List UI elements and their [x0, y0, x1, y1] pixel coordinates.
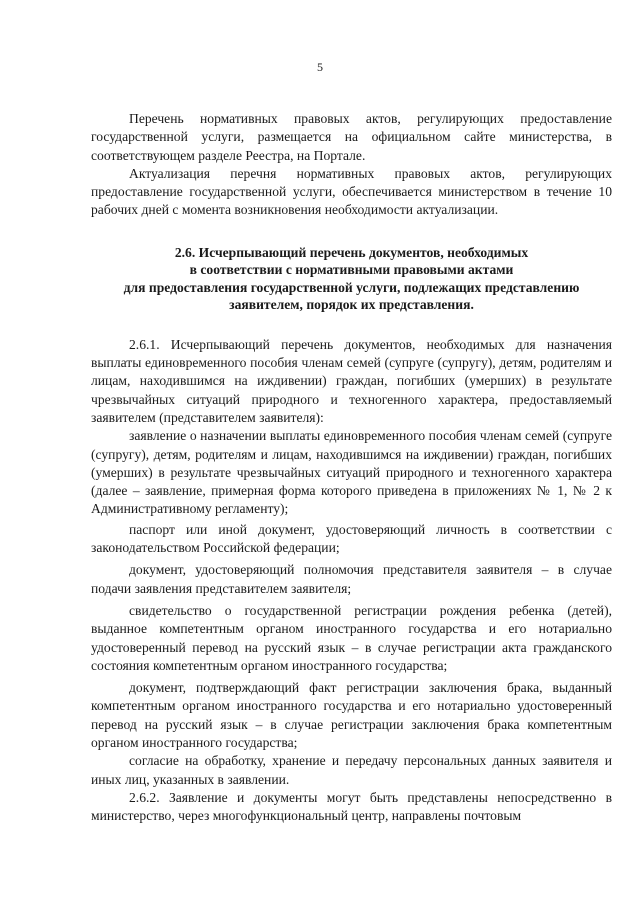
section-heading-line: в соответствии с нормативными правовыми актами [189, 262, 514, 278]
document-body [91, 110, 612, 826]
list-item-power-of-attorney: документ, удостоверяющий полномочия представителя заявителя – в случае подачи заявления представителем заявителя; [91, 562, 612, 596]
list-item-birth-certificate: свидетельство о государственной регистрации рождения ребенка (детей), выданное компетентным органом иностранного государства и его нотариально удостоверенный перевод на русский язык – в случае регистрации акта гражданского состояния компетентным органом иностранного государства; [91, 602, 612, 673]
intro-paragraph-1: Перечень нормативных правовых актов, регулирующих предоставление государственной услуги, размещается на официальном сайте министерства, в соответствующем разделе Реестра, на Портале. [91, 111, 612, 163]
paragraph-2-6-2: 2.6.2. Заявление и документы могут быть представлены непосредственно в министерство, через многофункциональный центр, направлены почтовым [91, 789, 612, 824]
list-item-marriage-document: документ, подтверждающий факт регистрации заключения брака, выданный компетентным органом иностранного государства и его нотариально удостоверенный перевод на русский язык – в случае регистрации заключения брака компетентным органом иностранного государства; [91, 680, 612, 751]
page-number: 5 [317, 60, 323, 74]
list-item-application: заявление о назначении выплаты единовременного пособия членам семей (супруге (супругу), детям, родителям и лицам, находившимся на иждивении) граждан, погибших (умерших) в результате чрезвычайных ситуаций природного и техногенного характера (далее – заявление, примерная форма которого приведена в приложениях № 1, № 2 к Административному регламенту); [91, 428, 612, 517]
section-heading-line: для предоставления государственной услуги, подлежащих представлению [123, 279, 580, 295]
section-heading [91, 244, 612, 314]
paragraph-2-6-1: 2.6.1. Исчерпывающий перечень документов, необходимых для назначения выплаты единовременного пособия членам семей (супруге (супругу), детям, родителям и лицам, находившимся на иждивении) граждан, погибших (умерших) в результате чрезвычайных ситуаций природного и техногенного характера, предоставляемый заявителем (представителем заявителя): [91, 336, 612, 425]
intro-paragraph-2: Актуализация перечня нормативных правовых актов, регулирующих предоставление государственной услуги, обеспечивается министерством в течение 10 рабочих дней с момента возникновения необходимости актуализации. [91, 165, 612, 218]
list-item-consent: согласие на обработку, хранение и передачу персональных данных заявителя и иных лиц, указанных в заявлении. [91, 753, 612, 787]
section-heading-line: 2.6. Исчерпывающий перечень документов, необходимых [174, 244, 529, 260]
section-heading-line: заявителем, порядок их представления. [229, 297, 474, 313]
list-item-passport: паспорт или иной документ, удостоверяющий личность в соответствии с законодательством Российской федерации; [91, 521, 612, 556]
